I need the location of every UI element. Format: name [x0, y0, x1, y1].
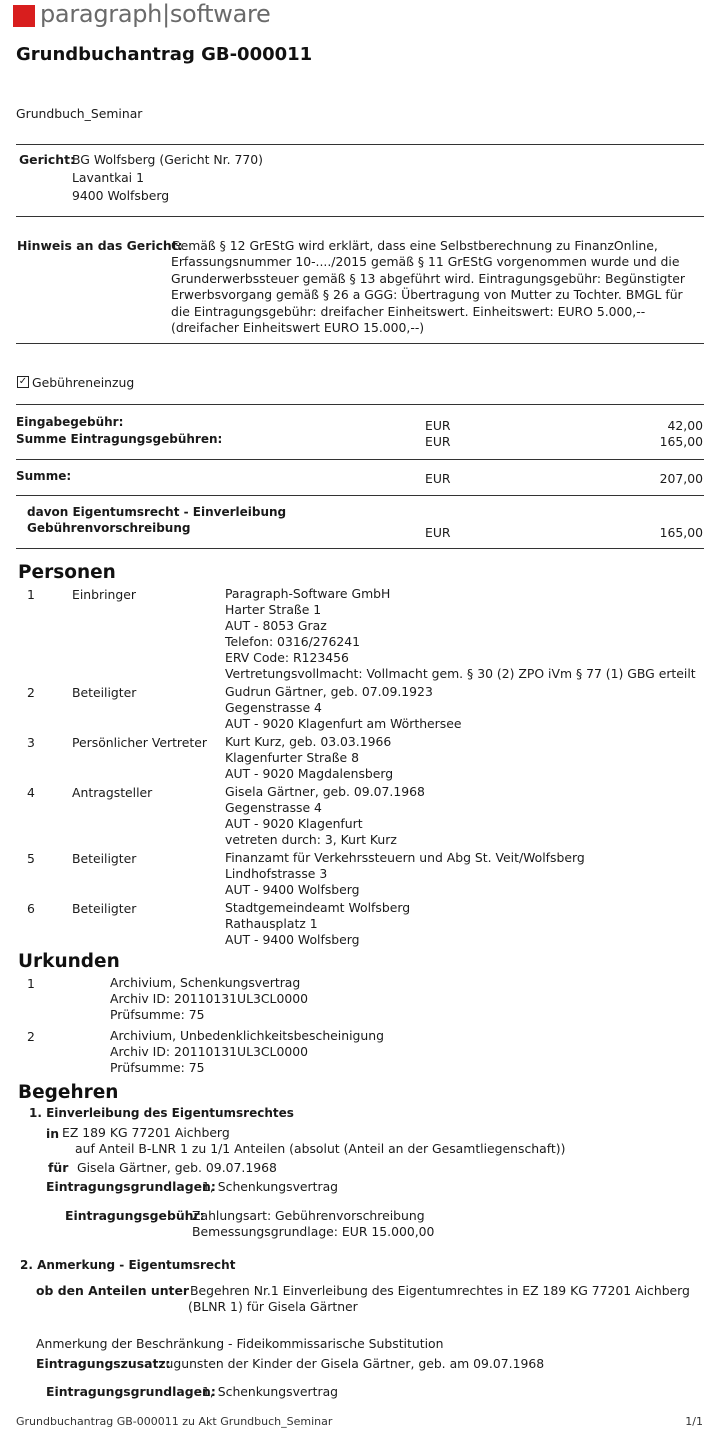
divider — [16, 459, 704, 460]
grundlagen-value-2: 1, Schenkungsvertrag — [202, 1384, 339, 1399]
person-line: AUT - 8053 Graz — [225, 618, 327, 633]
divider — [16, 343, 704, 344]
begehren-heading: Begehren — [18, 1082, 119, 1103]
gericht-line: Lavantkai 1 — [72, 170, 144, 185]
person-line: AUT - 9020 Magdalensberg — [225, 766, 394, 781]
fee-label: Eingabegebühr: — [16, 415, 124, 429]
personen-heading: Personen — [18, 562, 116, 583]
person-line: AUT - 9020 Klagenfurt am Wörthersee — [225, 716, 462, 731]
anmerkung-text: Anmerkung der Beschränkung - Fideikommissarische Substitution — [36, 1336, 444, 1351]
logo-mark — [13, 5, 35, 27]
grundlagen-value: 1, Schenkungsvertrag — [202, 1179, 339, 1194]
anteile-value-2: (BLNR 1) für Gisela Gärtner — [188, 1299, 358, 1314]
summe-amount: 207,00 — [659, 471, 703, 486]
person-line: Gudrun Gärtner, geb. 07.09.1923 — [225, 684, 433, 699]
fee-currency: EUR — [425, 418, 451, 433]
gebuehreneinzug-checkbox[interactable]: ✓ — [18, 376, 28, 387]
davon-currency: EUR — [425, 525, 451, 540]
in-value: EZ 189 KG 77201 Aichberg — [62, 1125, 230, 1140]
divider — [16, 404, 704, 405]
person-line: Klagenfurter Straße 8 — [225, 750, 359, 765]
gericht-line: 9400 Wolfsberg — [72, 188, 170, 203]
person-line: Finanzamt für Verkehrssteuern und Abg St. Veit/Wolfsberg — [225, 850, 585, 865]
gebuehreneinzug-label: Gebühreneinzug — [32, 375, 135, 390]
person-line: Gisela Gärtner, geb. 09.07.1968 — [225, 784, 425, 799]
footer-left: Grundbuchantrag GB-000011 zu Akt Grundbuch_Seminar — [16, 1415, 333, 1428]
urkunde-nr: 2 — [27, 1029, 35, 1044]
urkunde-line: Prüfsumme: 75 — [110, 1007, 205, 1022]
person-line: Gegenstrasse 4 — [225, 700, 322, 715]
in-label: in — [46, 1126, 60, 1141]
person-role: Persönlicher Vertreter — [72, 735, 207, 750]
grundlagen-label: Eintragungsgrundlagen: — [46, 1179, 216, 1194]
urkunde-line: Prüfsumme: 75 — [110, 1060, 205, 1075]
fee-label: Summe Eintragungsgebühren: — [16, 432, 223, 446]
person-line: vetreten durch: 3, Kurt Kurz — [225, 832, 397, 847]
person-line: Lindhofstrasse 3 — [225, 866, 328, 881]
person-line: AUT - 9020 Klagenfurt — [225, 816, 363, 831]
divider — [16, 144, 704, 145]
person-line: AUT - 9400 Wolfsberg — [225, 932, 360, 947]
person-nr: 3 — [27, 735, 35, 750]
person-line: Harter Straße 1 — [225, 602, 322, 617]
person-line: Telefon: 0316/276241 — [225, 634, 361, 649]
person-nr: 5 — [27, 851, 35, 866]
fuer-value: Gisela Gärtner, geb. 09.07.1968 — [77, 1160, 277, 1175]
person-nr: 1 — [27, 587, 35, 602]
zusatz-value: zugunsten der Kinder der Gisela Gärtner, geb. am 09.07.1968 — [159, 1356, 545, 1371]
urkunde-nr: 1 — [27, 976, 35, 991]
person-nr: 6 — [27, 901, 35, 916]
person-line: ERV Code: R123456 — [225, 650, 349, 665]
zusatz-label: Eintragungszusatz: — [36, 1356, 171, 1371]
person-line: Vertretungsvollmacht: Vollmacht gem. § 30 (2) ZPO iVm § 77 (1) GBG erteilt — [225, 666, 696, 681]
anteile-value: Begehren Nr.1 Einverleibung des Eigentumrechtes in EZ 189 KG 77201 Aichberg — [190, 1283, 690, 1298]
person-role: Beteiligter — [72, 851, 137, 866]
begehren-1-title: 1. Einverleibung des Eigentumsrechtes — [29, 1106, 294, 1120]
davon-label: davon Eigentumsrecht - Einverleibung — [27, 505, 287, 519]
person-nr: 2 — [27, 685, 35, 700]
page-title: Grundbuchantrag GB-000011 — [16, 44, 313, 65]
gericht-line: BG Wolfsberg (Gericht Nr. 770) — [72, 152, 264, 167]
urkunde-line: Archiv ID: 20110131UL3CL0000 — [110, 991, 308, 1006]
summe-label: Summe: — [16, 469, 72, 483]
person-role: Beteiligter — [72, 685, 137, 700]
gebuehr-label: Eintragungsgebühr: — [65, 1208, 205, 1223]
person-role: Antragsteller — [72, 785, 153, 800]
person-line: Stadtgemeindeamt Wolfsberg — [225, 900, 411, 915]
person-role: Einbringer — [72, 587, 136, 602]
in-value-2: auf Anteil B-LNR 1 zu 1/1 Anteilen (absolut (Anteil an der Gesamtliegenschaft)) — [75, 1141, 566, 1156]
anteile-label: ob den Anteilen unter — [36, 1283, 189, 1298]
logo-text: paragraph|software — [40, 0, 271, 28]
person-line: Paragraph-Software GmbH — [225, 586, 391, 601]
gebuehr-value: Zahlungsart: Gebührenvorschreibung — [192, 1208, 425, 1223]
person-line: Gegenstrasse 4 — [225, 800, 322, 815]
gericht-label: Gericht: — [19, 152, 75, 167]
davon-label-2: Gebührenvorschreibung — [27, 521, 191, 535]
fee-amount: 165,00 — [659, 434, 703, 449]
fuer-label: für — [48, 1160, 69, 1175]
fee-amount: 42,00 — [667, 418, 703, 433]
gebuehr-value-2: Bemessungsgrundlage: EUR 15.000,00 — [192, 1224, 435, 1239]
person-nr: 4 — [27, 785, 35, 800]
divider — [16, 495, 704, 496]
hinweis-label: Hinweis an das Gericht: — [17, 238, 183, 253]
person-line: Kurt Kurz, geb. 03.03.1966 — [225, 734, 392, 749]
urkunden-heading: Urkunden — [18, 951, 120, 972]
davon-amount: 165,00 — [659, 525, 703, 540]
summe-currency: EUR — [425, 471, 451, 486]
urkunde-line: Archiv ID: 20110131UL3CL0000 — [110, 1044, 308, 1059]
person-line: Rathausplatz 1 — [225, 916, 318, 931]
divider — [16, 548, 704, 549]
begehren-2-title: 2. Anmerkung - Eigentumsrecht — [20, 1258, 236, 1272]
person-role: Beteiligter — [72, 901, 137, 916]
akt-name: Grundbuch_Seminar — [16, 106, 143, 121]
person-line: AUT - 9400 Wolfsberg — [225, 882, 360, 897]
grundlagen-label-2: Eintragungsgrundlagen: — [46, 1384, 216, 1399]
fee-currency: EUR — [425, 434, 451, 449]
page-number: 1/1 — [685, 1415, 703, 1428]
urkunde-line: Archivium, Unbedenklichkeitsbescheinigung — [110, 1028, 384, 1043]
divider — [16, 216, 704, 217]
hinweis-text: Gemäß § 12 GrEStG wird erklärt, dass eine Selbstberechnung zu FinanzOnline, Erfassungsnummer 10-..../2015 gemäß § 11 GrEStG vorgenommen wurde und die Grunderwerbssteuer gemäß § 13 abgeführt wird. Eintragungsgebühr: Begünstigter Erwerbsvorgang gemäß § 26 a GGG: Übertragung von Mutter zu Tochter. BMGL für die Eintragungsgebühr: dreifacher Einheitswert. Einheitswert: EURO 5.000,-- (dreifacher Einheitswert EURO 15.000,--) — [171, 238, 685, 336]
urkunde-line: Archivium, Schenkungsvertrag — [110, 975, 301, 990]
